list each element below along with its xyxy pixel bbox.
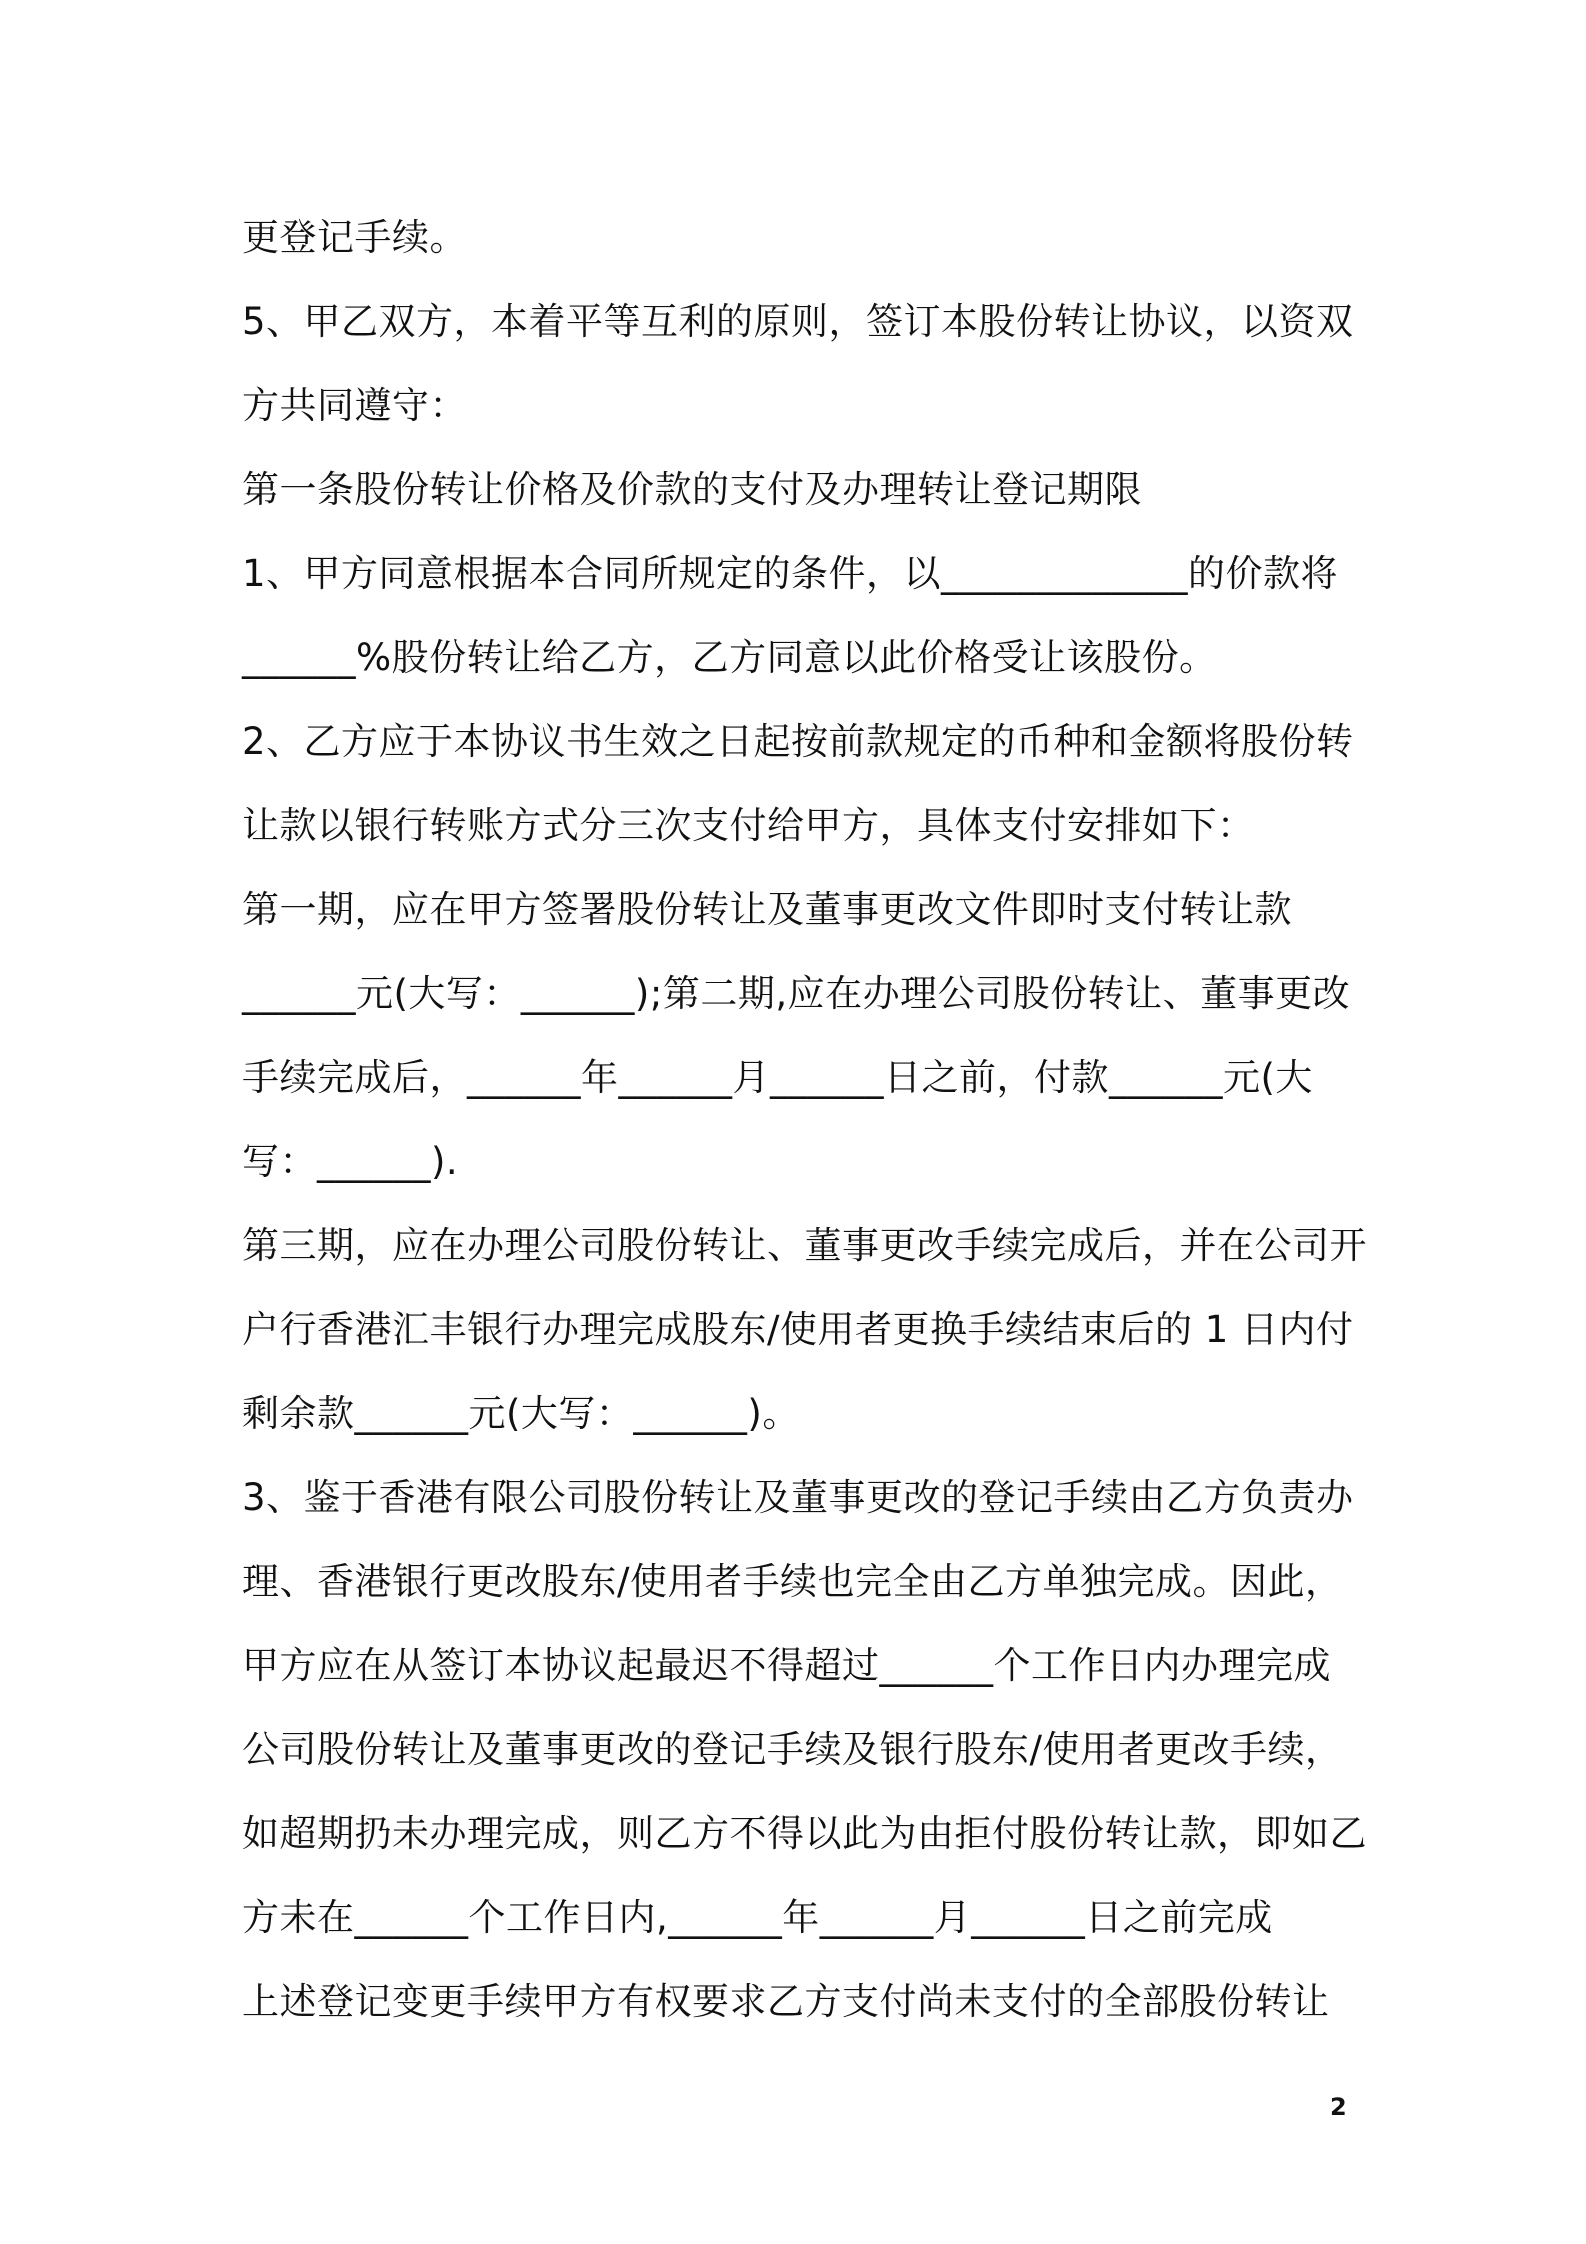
text-line: ______元(大写：______);第二期,应在办理公司股份转让、董事更改 bbox=[242, 972, 1351, 1015]
text-line: 公司股份转让及董事更改的登记手续及银行股东/使用者更改手续， bbox=[242, 1728, 1343, 1771]
text-line: 1、甲方同意根据本合同所规定的条件，以_____________的价款将 bbox=[242, 552, 1339, 595]
text-line: 户行香港汇丰银行办理完成股东/使用者更换手续结束后的 1 日内付 bbox=[242, 1308, 1354, 1351]
text-line: 手续完成后，______年______月______日之前，付款______元(大 bbox=[242, 1056, 1313, 1099]
text-line: 2、乙方应于本协议书生效之日起按前款规定的币种和金额将股份转 bbox=[242, 720, 1354, 763]
document-body bbox=[242, 196, 1367, 2044]
text-line: 更登记手续。 bbox=[242, 216, 467, 259]
text-line: 3、鉴于香港有限公司股份转让及董事更改的登记手续由乙方负责办 bbox=[242, 1476, 1354, 1519]
text-line: 剩余款______元(大写：______)。 bbox=[242, 1392, 800, 1435]
text-line: 如超期扔未办理完成，则乙方不得以此为由拒付股份转让款，即如乙 bbox=[242, 1812, 1367, 1855]
text-line: 上述登记变更手续甲方有权要求乙方支付尚未支付的全部股份转让 bbox=[242, 1980, 1330, 2023]
page-number: 2 bbox=[1330, 2093, 1347, 2121]
text-line: 理、香港银行更改股东/使用者手续也完全由乙方单独完成。因此， bbox=[242, 1560, 1343, 1603]
text-line: ______%股份转让给乙方，乙方同意以此价格受让该股份。 bbox=[242, 636, 1217, 679]
text-line: 写：______). bbox=[242, 1140, 459, 1183]
text-line: 第一期，应在甲方签署股份转让及董事更改文件即时支付转让款 bbox=[242, 888, 1292, 931]
text-line: 方未在______个工作日内,______年______月______日之前完成 bbox=[242, 1896, 1273, 1939]
section-heading: 第一条股份转让价格及价款的支付及办理转让登记期限 bbox=[242, 468, 1142, 511]
text-line: 5、甲乙双方，本着平等互利的原则，签订本股份转让协议，以资双 bbox=[242, 300, 1354, 343]
text-line: 让款以银行转账方式分三次支付给甲方，具体支付安排如下： bbox=[242, 804, 1255, 847]
text-line: 第三期，应在办理公司股份转让、董事更改手续完成后，并在公司开 bbox=[242, 1224, 1367, 1267]
text-line: 甲方应在从签订本协议起最迟不得超过______个工作日内办理完成 bbox=[242, 1644, 1331, 1687]
text-line: 方共同遵守： bbox=[242, 384, 467, 427]
